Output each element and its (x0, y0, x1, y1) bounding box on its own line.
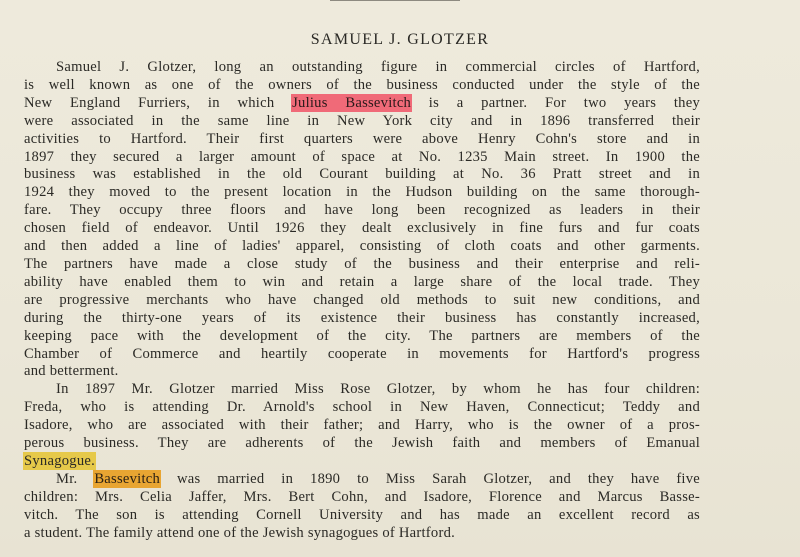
text-segment: was married in 1890 to Miss Sarah Glotzer, and they have five (160, 470, 701, 487)
text-line: business was established in the old Courant building at No. 36 Pratt street and in (24, 166, 700, 183)
text-line: and then added a line of ladies' apparel, consisting of cloth coats and other garments. (24, 238, 700, 255)
text-line: Isadore, who are associated with their father; and Harry, who is the owner of a pros- (24, 417, 700, 434)
document-body (24, 59, 700, 542)
text-line: are progressive merchants who have changed old methods to suit new conditions, and (24, 291, 700, 308)
text-segment: New England Furriers, in which (24, 94, 293, 111)
text-line: vitch. The son is attending Cornell University and has made an excellent record as (24, 506, 700, 523)
text-line: children: Mrs. Celia Jaffer, Mrs. Bert Cohn, and Isadore, Florence and Marcus Basse- (24, 488, 700, 505)
text-line: during the thirty-one years of its existence their business has constantly increased, (24, 309, 700, 326)
text-line: fare. They occupy three floors and have long been recognized as leaders in their (24, 202, 700, 219)
text-line: The partners have made a close study of the business and their enterprise and reli- (24, 255, 700, 272)
text-line: 1924 they moved to the present location in the Hudson building on the same thorough- (24, 184, 700, 201)
highlighted-name[interactable]: Synagogue. (24, 452, 96, 469)
text-line: and betterment. (24, 363, 119, 380)
text-line (24, 471, 700, 489)
text-line: were associated in the same line in New York city and in 1896 transferred their (24, 112, 700, 129)
text-line: ability have enabled them to win and retain a large share of the local trade. They (24, 273, 700, 290)
text-line: In 1897 Mr. Glotzer married Miss Rose Glotzer, by whom he has four children: (56, 381, 700, 398)
text-line: Samuel J. Glotzer, long an outstanding figure in commercial circles of Hartford, (56, 59, 700, 75)
text-line: is well known as one of the owners of the business conducted under the style of the (24, 76, 700, 93)
text-segment: Mr. (56, 470, 95, 487)
text-line: perous business. They are adherents of the Jewish faith and members of Emanual (24, 435, 700, 452)
highlighted-name[interactable]: Julius Bassevitch (292, 94, 412, 111)
page-title: SAMUEL J. GLOTZER (310, 31, 490, 48)
text-line: a student. The family attend one of the Jewish synagogues of Hartford. (24, 524, 456, 541)
text-line: activities to Hartford. Their first quarters were above Henry Cohn's store and in (24, 130, 700, 147)
text-segment: is a partner. For two years they (411, 94, 700, 111)
text-line (24, 453, 700, 471)
text-line: 1897 they secured a larger amount of space at No. 1235 Main street. In 1900 the (24, 148, 700, 165)
top-rule (330, 0, 460, 1)
text-line: Chamber of Commerce and heartily cooperate in movements for Hartford's progress (24, 345, 700, 362)
text-line: Freda, who is attending Dr. Arnold's school in New Haven, Connecticut; Teddy and (24, 399, 700, 416)
text-line: chosen field of endeavor. Until 1926 they dealt exclusively in fine furs and fur coats (24, 220, 700, 237)
text-line (24, 95, 700, 113)
text-line: keeping pace with the development of the city. The partners are members of the (24, 327, 700, 344)
highlighted-name[interactable]: Bassevitch (94, 470, 161, 487)
